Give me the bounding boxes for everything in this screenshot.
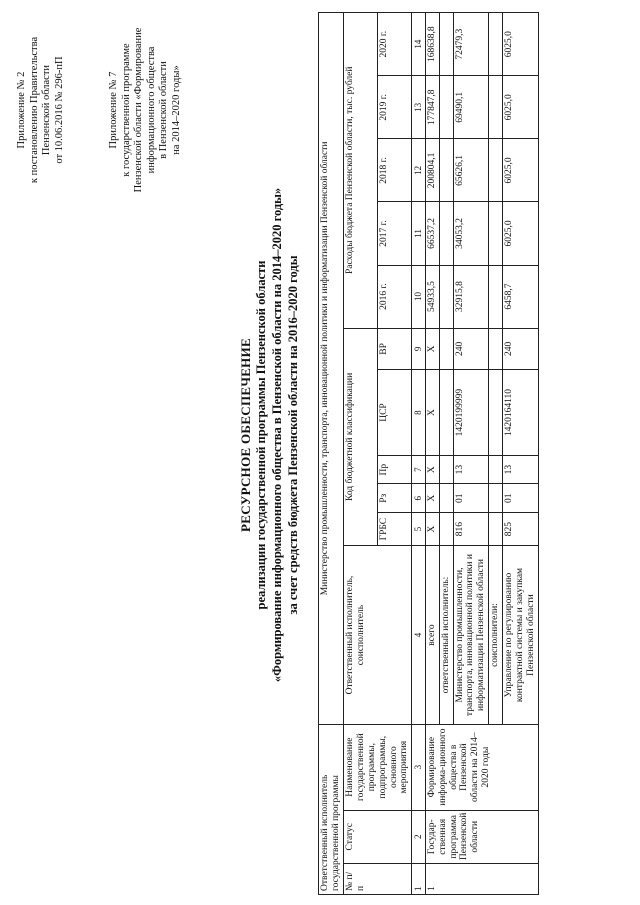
header-program-name: Наименование государственной программы, подпрограммы, основного мероприятия bbox=[343, 724, 412, 810]
amount-2020: 72479,3 bbox=[453, 13, 489, 76]
budget-table bbox=[318, 12, 539, 895]
vr-cell: 240 bbox=[503, 328, 539, 370]
heading-line: за счет средств бюджета Пензенской области на 2016–2020 годы bbox=[285, 255, 300, 615]
header-rz: Рз bbox=[378, 484, 412, 513]
executor-cell: Министерство промышленности, транспорта, инновационной политики и информатизации Пензенской области bbox=[453, 546, 489, 725]
amount-2020: 6025,0 bbox=[503, 13, 539, 76]
heading-line: «Формирование информационного общества в Пензенской области на 2014–2020 годы» bbox=[269, 187, 284, 683]
amount-2017: 34053,2 bbox=[453, 202, 489, 265]
grbs-cell: X bbox=[425, 512, 439, 545]
header-year: 2017 г. bbox=[378, 202, 412, 265]
header-csr: ЦСР bbox=[378, 370, 412, 456]
row-number: 1 bbox=[425, 864, 538, 895]
grbs-cell: 816 bbox=[453, 512, 489, 545]
header-year: 2018 г. bbox=[378, 139, 412, 202]
header-expense-group: Расходы бюджета Пензенской области, тыс. рублей bbox=[343, 13, 377, 329]
column-number: 1 bbox=[412, 864, 425, 895]
column-number: 7 bbox=[412, 455, 425, 484]
amount-2019: 69490,1 bbox=[453, 76, 489, 139]
header-year: 2020 г. bbox=[378, 13, 412, 76]
header-grbs: ГРБС bbox=[378, 512, 412, 545]
column-number: 14 bbox=[412, 13, 425, 76]
executor-cell: ответственный исполнитель: bbox=[439, 546, 453, 725]
table-header-row bbox=[343, 13, 377, 895]
csr-cell: X bbox=[425, 370, 439, 456]
executor-cell: Управление по регулированию контрактной системы и закупкам Пензенской области bbox=[503, 546, 539, 725]
amount-2016: 32915,8 bbox=[453, 265, 489, 328]
rz-cell: 01 bbox=[503, 484, 539, 513]
program-name-cell: Формирование информа-ционного общества в Пензенской области на 2014–2020 годы bbox=[425, 724, 538, 810]
responsible-value: Министерство промышленности, транспорта, инновационной политики и информатизации Пензенской области bbox=[319, 13, 344, 725]
amount-2018: 65626,1 bbox=[453, 139, 489, 202]
column-number: 5 bbox=[412, 512, 425, 545]
heading-title: РЕСУРСНОЕ ОБЕСПЕЧЕНИЕ bbox=[238, 338, 253, 532]
appendix-2-block bbox=[16, 15, 66, 205]
appendix-7-line: на 2014–2020 годы» bbox=[170, 65, 182, 155]
pr-cell: 13 bbox=[453, 455, 489, 484]
appendix-2-line: Пензенской области bbox=[41, 64, 53, 156]
amount-2018: 6025,0 bbox=[503, 139, 539, 202]
amount-2016: 6458,7 bbox=[503, 265, 539, 328]
vr-cell: 240 bbox=[453, 328, 489, 370]
column-number: 9 bbox=[412, 328, 425, 370]
amount-2016: 54933,5 bbox=[425, 265, 439, 328]
pr-cell: X bbox=[425, 455, 439, 484]
amount-2017: 66537,2 bbox=[425, 202, 439, 265]
amount-2019: 177847,8 bbox=[425, 76, 439, 139]
appendix-2-line: к постановлению Правительства bbox=[28, 36, 40, 184]
heading-line: реализации государственной программы Пензенской области bbox=[254, 260, 269, 610]
column-number: 2 bbox=[412, 810, 425, 864]
appendix-2-line: от 10.06.2016 № 296-пП bbox=[53, 56, 65, 164]
header-pr: Пр bbox=[378, 455, 412, 484]
rz-cell: X bbox=[425, 484, 439, 513]
amount-2020: 168638,8 bbox=[425, 13, 439, 76]
header-year: 2019 г. bbox=[378, 76, 412, 139]
amount-2018: 200804,1 bbox=[425, 139, 439, 202]
grbs-cell: 825 bbox=[503, 512, 539, 545]
column-number: 13 bbox=[412, 76, 425, 139]
vr-cell: X bbox=[425, 328, 439, 370]
header-no: № п/п bbox=[343, 864, 412, 895]
column-number: 8 bbox=[412, 370, 425, 456]
appendix-7-line: информационного общества bbox=[145, 46, 157, 174]
header-vr: ВР bbox=[378, 328, 412, 370]
pr-cell: 13 bbox=[503, 455, 539, 484]
column-number: 10 bbox=[412, 265, 425, 328]
csr-cell: 1420164110 bbox=[503, 370, 539, 456]
responsible-row bbox=[319, 13, 344, 895]
header-code-group: Код бюджетной классификации bbox=[343, 328, 377, 546]
column-number: 6 bbox=[412, 484, 425, 513]
column-number: 11 bbox=[412, 202, 425, 265]
document-heading bbox=[238, 85, 301, 785]
status-cell: Государ-ственная программа Пензенской области bbox=[425, 810, 538, 864]
amount-2019: 6025,0 bbox=[503, 76, 539, 139]
appendix-7-line: в Пензенской области bbox=[158, 61, 170, 159]
amount-2017: 6025,0 bbox=[503, 202, 539, 265]
appendix-7-line: к государственной программе bbox=[120, 43, 132, 177]
appendix-7-block bbox=[108, 15, 184, 205]
header-executor: Ответственный исполнитель, соисполнитель bbox=[343, 546, 412, 725]
appendix-7-line: Пензенской области «Формирование bbox=[133, 27, 145, 193]
appendix-2-line: Приложение № 2 bbox=[16, 71, 27, 149]
column-number: 12 bbox=[412, 139, 425, 202]
column-number-row bbox=[412, 13, 425, 895]
executor-cell: соисполнители: bbox=[489, 546, 503, 725]
appendix-7-line: Приложение № 7 bbox=[108, 71, 119, 149]
column-number: 3 bbox=[412, 724, 425, 810]
column-number: 4 bbox=[412, 546, 425, 725]
header-year: 2016 г. bbox=[378, 265, 412, 328]
table-row bbox=[425, 13, 439, 895]
executor-cell: всего bbox=[425, 546, 439, 725]
csr-cell: 1420199999 bbox=[453, 370, 489, 456]
responsible-label: Ответственный исполнитель государственной программы bbox=[319, 724, 344, 894]
rz-cell: 01 bbox=[453, 484, 489, 513]
header-status: Статус bbox=[343, 810, 412, 864]
